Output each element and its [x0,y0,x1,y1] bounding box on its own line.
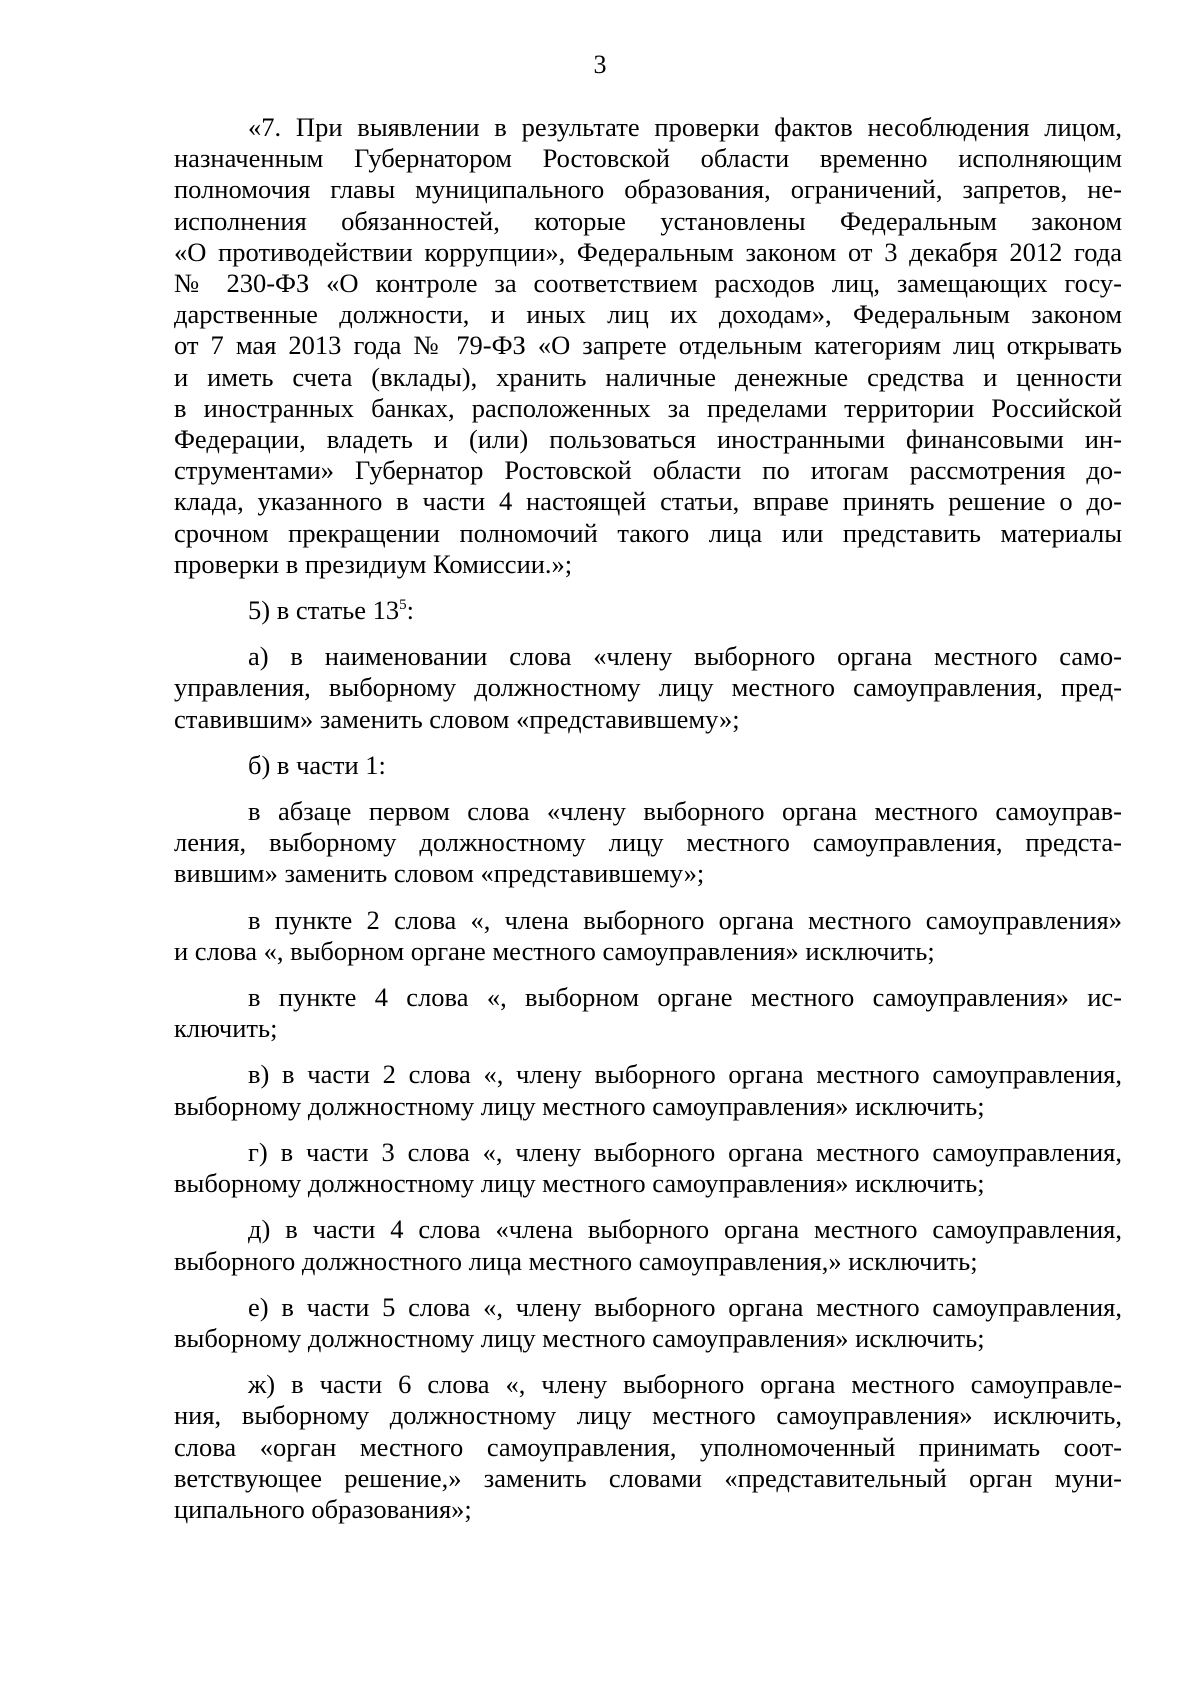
text-line: е) в части 5 слова «, члену выборного органа местного самоуправления, [248,1291,1122,1322]
text-line: полномочия главы муниципального образования, ограничений, запретов, не- [174,174,1122,205]
text-line: слова «орган местного самоуправления, уполномоченный принимать соот- [174,1431,1122,1462]
text-line: а) в наименовании слова «члену выборного органа местного само- [248,641,1122,672]
text-line: управления, выборному должностному лицу местного самоуправления, пред- [174,672,1122,703]
paragraph [174,796,1122,890]
text-line: проверки в президиум Комиссии.»; [174,548,573,579]
text-line: вившим» заменить словом «представившему»; [174,858,705,889]
text-line: в пункте 2 слова «, члена выборного органа местного самоуправления» [248,904,1122,935]
text-line: в) в части 2 слова «, члену выборного органа местного самоуправления, [248,1059,1122,1090]
text-line: № 230-ФЗ «О контроле за соответствием расходов лиц, замещающих госу- [174,268,1122,299]
text-line: в абзаце первом слова «члену выборного органа местного самоуправ- [248,796,1122,827]
text-line: выборного должностного лица местного самоуправления,» исключить; [174,1245,978,1276]
text-segment: : [406,595,415,626]
text-line: в пункте 4 слова «, выборном органе местного самоуправления» ис- [248,982,1122,1013]
text-line [174,595,1122,626]
text-line: дарственные должности, и иных лиц их доходам», Федеральным законом [174,299,1122,330]
text-line: и иметь счета (вклады), хранить наличные денежные средства и ценности [174,361,1122,392]
superscript: 5 [399,597,407,614]
text-line: ставившим» заменить словом «представившему»; [174,703,740,734]
document-body [174,112,1122,1540]
text-line: ципального образования»; [174,1493,472,1524]
text-line: в иностранных банках, расположенных за пределами территории Российской [174,392,1122,423]
text-line: д) в части 4 слова «члена выборного органа местного самоуправления, [248,1214,1122,1245]
text-line: ж) в части 6 слова «, члену выборного органа местного самоуправле- [248,1369,1122,1400]
text-line: ления, выборному должностному лицу местного самоуправления, предста- [174,827,1122,858]
text-line: «7. При выявлении в результате проверки фактов несоблюдения лицом, [248,112,1122,142]
paragraph [174,750,1122,781]
paragraph [174,112,1122,580]
text-line: ния, выборному должностному лицу местного самоуправления» исключить, [174,1400,1122,1431]
paragraph [174,1137,1122,1199]
text-line: струментами» Губернатор Ростовской области по итогам рассмотрения до- [174,455,1122,486]
text-line: б) в части 1: [248,749,386,780]
paragraph [174,905,1122,967]
text-line: Федерации, владеть и (или) пользоваться иностранными финансовыми ин- [174,424,1122,455]
paragraph [174,1369,1122,1525]
text-line: выборному должностному лицу местного самоуправления» исключить; [174,1168,985,1199]
text-line: и слова «, выборном органе местного самоуправления» исключить; [174,935,935,966]
text-segment: 5) в статье 13 [248,595,400,626]
text-line: клада, указанного в части 4 настоящей статьи, вправе принять решение о до- [174,486,1122,517]
text-line: назначенным Губернатором Ростовской области временно исполняющим [174,143,1122,174]
text-line: г) в части 3 слова «, члену выборного органа местного самоуправления, [248,1136,1122,1167]
text-line: от 7 мая 2013 года № 79-ФЗ «О запрете отдельным категориям лиц открывать [174,330,1122,361]
text-line: выборному должностному лицу местного самоуправления» исключить; [174,1322,985,1353]
paragraph [174,595,1122,626]
page-number: 3 [593,50,607,79]
text-line: выборному должностному лицу местного самоуправления» исключить; [174,1090,985,1121]
paragraph [174,1214,1122,1276]
paragraph [174,1059,1122,1121]
text-line: срочном прекращении полномочий такого лица или представить материалы [174,517,1122,548]
paragraph [174,982,1122,1044]
paragraph [174,641,1122,735]
text-line: ключить; [174,1013,278,1044]
text-line: исполнения обязанностей, которые установлены Федеральным законом [174,205,1122,236]
text-line: ветствующее решение,» заменить словами «представительный орган муни- [174,1462,1122,1493]
paragraph [174,1292,1122,1354]
text-line: «О противодействии коррупции», Федеральным законом от 3 декабря 2012 года [174,236,1122,267]
